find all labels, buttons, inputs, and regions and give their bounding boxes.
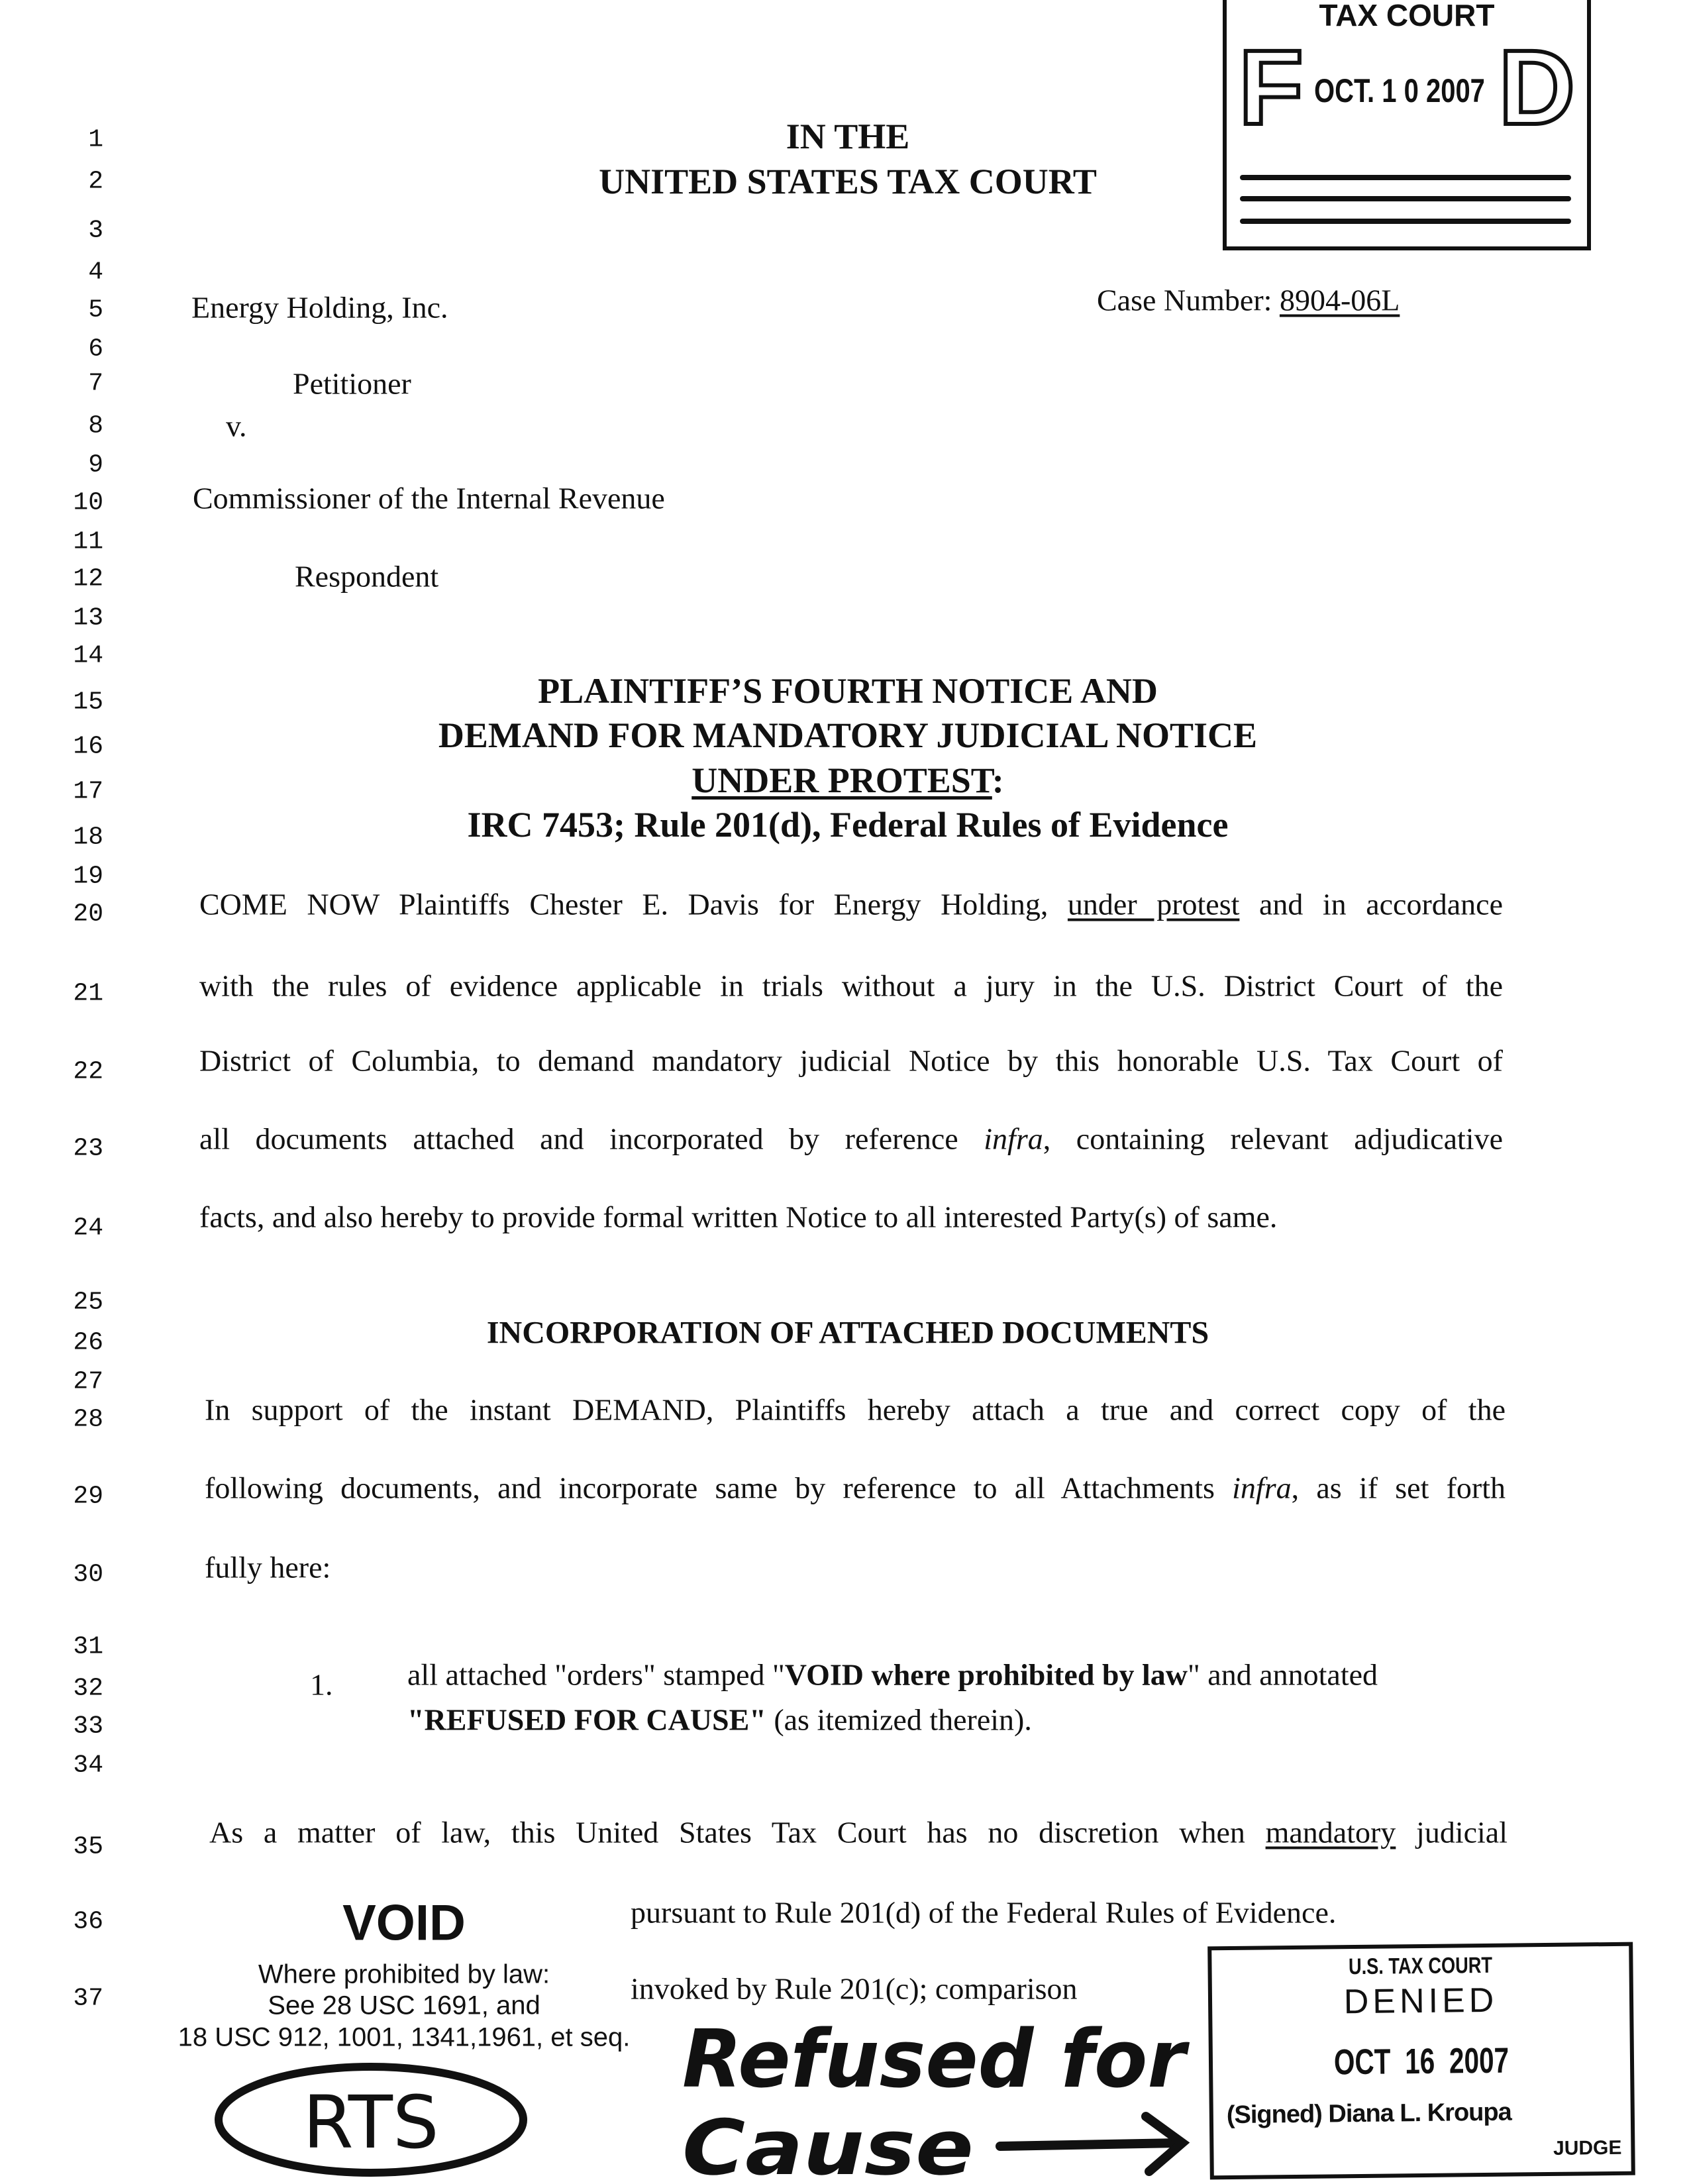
line-number: 31: [73, 1632, 103, 1661]
text: and in accordance: [1258, 887, 1504, 921]
filed-stamp-court: TAX COURT: [1319, 0, 1495, 32]
line-number: 13: [73, 603, 103, 633]
versus: v.: [226, 409, 247, 443]
closing-line2: pursuant to Rule 201(d) of the Federal Rules of Evidence.: [631, 1895, 1337, 1930]
line-number: 16: [73, 732, 103, 761]
denied-stamp-date: OCT 16 2007: [1333, 2040, 1510, 2083]
void-stamp-line1: Where prohibited by law:: [258, 1959, 550, 1989]
denied-stamp-court: U.S. TAX COURT: [1348, 1952, 1493, 1980]
section-heading: INCORPORATION OF ATTACHED DOCUMENTS: [486, 1315, 1209, 1351]
line-number: 2: [88, 167, 103, 196]
line-number: 14: [73, 641, 103, 670]
line-number: 1: [88, 125, 103, 154]
text: judicial: [1416, 1815, 1508, 1849]
line-number: 21: [73, 979, 103, 1008]
line-number: 29: [73, 1482, 103, 1511]
under-protest: UNDER PROTEST: [691, 760, 992, 800]
line-number: 24: [73, 1214, 103, 1243]
respondent-label: Respondent: [295, 559, 439, 594]
arrow-icon: [1000, 2116, 1182, 2171]
line-number: 17: [73, 777, 103, 806]
line-number: 34: [73, 1751, 103, 1780]
section-line1: In support of the instant DEMAND, Plaintiffs hereby attach a true and correct copy of the: [205, 1392, 1506, 1427]
line-number: 4: [88, 258, 103, 287]
text: , containing relevant adjudicative: [1043, 1121, 1503, 1156]
intro-line5: facts, and also hereby to provide formal written Notice to all interested Party(s) of same.: [199, 1200, 1278, 1234]
denied-stamp-signed: (Signed) Diana L. Kroupa: [1226, 2098, 1511, 2130]
line-number: 10: [73, 488, 103, 517]
court-header-line2: UNITED STATES TAX COURT: [599, 162, 1097, 201]
void-stamp-line3: 18 USC 912, 1001, 1341,1961, et seq.: [178, 2022, 631, 2052]
text: following documents, and incorporate same by reference to all Attachments: [205, 1471, 1215, 1505]
void-stamp-line2: See 28 USC 1691, and: [268, 1991, 540, 2020]
refused-text: "REFUSED FOR CAUSE": [407, 1702, 766, 1737]
court-header-line1: IN THE: [786, 117, 910, 156]
handwriting-rts: RTS: [303, 2080, 439, 2165]
line-number: 5: [88, 295, 103, 325]
title-line1: PLAINTIFF’S FOURTH NOTICE AND: [538, 671, 1158, 711]
petitioner-name: Energy Holding, Inc.: [191, 290, 448, 325]
line-number: 33: [73, 1712, 103, 1741]
line-number: 37: [73, 1984, 103, 2013]
line-number: 20: [73, 900, 103, 929]
text: , as if set forth: [1291, 1471, 1506, 1505]
line-number: 7: [88, 369, 103, 398]
title-line4: IRC 7453; Rule 201(d), Federal Rules of Evidence: [467, 805, 1229, 845]
intro-line3: District of Columbia, to demand mandatory judicial Notice by this honorable U.S. Tax Court of: [199, 1043, 1503, 1078]
handwriting-cause: Cause: [682, 2104, 974, 2184]
line-number: 23: [73, 1134, 103, 1163]
petitioner-label: Petitioner: [293, 366, 411, 401]
line-number: 15: [73, 688, 103, 717]
line-number: 25: [73, 1288, 103, 1317]
colon: :: [992, 760, 1004, 800]
line-number: 11: [73, 527, 103, 556]
line-number: 3: [88, 216, 103, 245]
line-number: 35: [73, 1832, 103, 1861]
line-number: 9: [88, 450, 103, 480]
infra: infra: [984, 1121, 1043, 1156]
case-number-label: Case Number:: [1097, 283, 1272, 317]
line-number: 27: [73, 1367, 103, 1396]
text: As a matter of law, this United States Tax Court has no discretion when: [209, 1815, 1245, 1849]
denied-stamp-status: DENIED: [1343, 1981, 1498, 2022]
line-number: 12: [73, 564, 103, 594]
text: (as itemized therein).: [766, 1702, 1032, 1737]
item-number: 1.: [310, 1667, 333, 1702]
line-number: 32: [73, 1674, 103, 1703]
line-number: 30: [73, 1560, 103, 1589]
closing-line3: invoked by Rule 201(c); comparison: [631, 1971, 1078, 2006]
intro-line2: with the rules of evidence applicable in trials without a jury in the U.S. District Court of the: [199, 968, 1503, 1003]
section-line3: fully here:: [205, 1550, 331, 1585]
filed-stamp-date: OCT. 1 0 2007: [1314, 72, 1485, 109]
line-number: 19: [73, 862, 103, 891]
text: COME NOW Plaintiffs Chester E. Davis for Energy Holding,: [199, 887, 1049, 921]
mandatory-text: mandatory: [1265, 1815, 1396, 1849]
line-number: 26: [73, 1328, 103, 1357]
void-text: VOID where prohibited by law: [784, 1657, 1188, 1692]
text: all documents attached and incorporated by reference: [199, 1121, 958, 1156]
text: " and annotated: [1188, 1657, 1378, 1692]
line-number: 36: [73, 1907, 103, 1936]
line-number: 28: [73, 1405, 103, 1434]
void-stamp-title: VOID: [342, 1895, 466, 1951]
handwriting-refused-for: Refused for: [682, 2014, 1190, 2106]
line-number: 22: [73, 1057, 103, 1086]
denied-stamp-judge: JUDGE: [1553, 2136, 1622, 2159]
respondent-name: Commissioner of the Internal Revenue: [193, 481, 665, 515]
line-number: 8: [88, 411, 103, 441]
infra: infra: [1232, 1471, 1292, 1505]
case-number-value: 8904-06L: [1279, 283, 1400, 317]
line-number: 6: [88, 335, 103, 364]
line-number: 18: [73, 823, 103, 852]
text: all attached "orders" stamped ": [407, 1657, 785, 1692]
title-line2: DEMAND FOR MANDATORY JUDICIAL NOTICE: [438, 715, 1258, 755]
filed-stamp-d: D: [1498, 28, 1575, 146]
under-protest-text: under protest: [1067, 887, 1240, 921]
filed-stamp-f: F: [1239, 28, 1304, 146]
